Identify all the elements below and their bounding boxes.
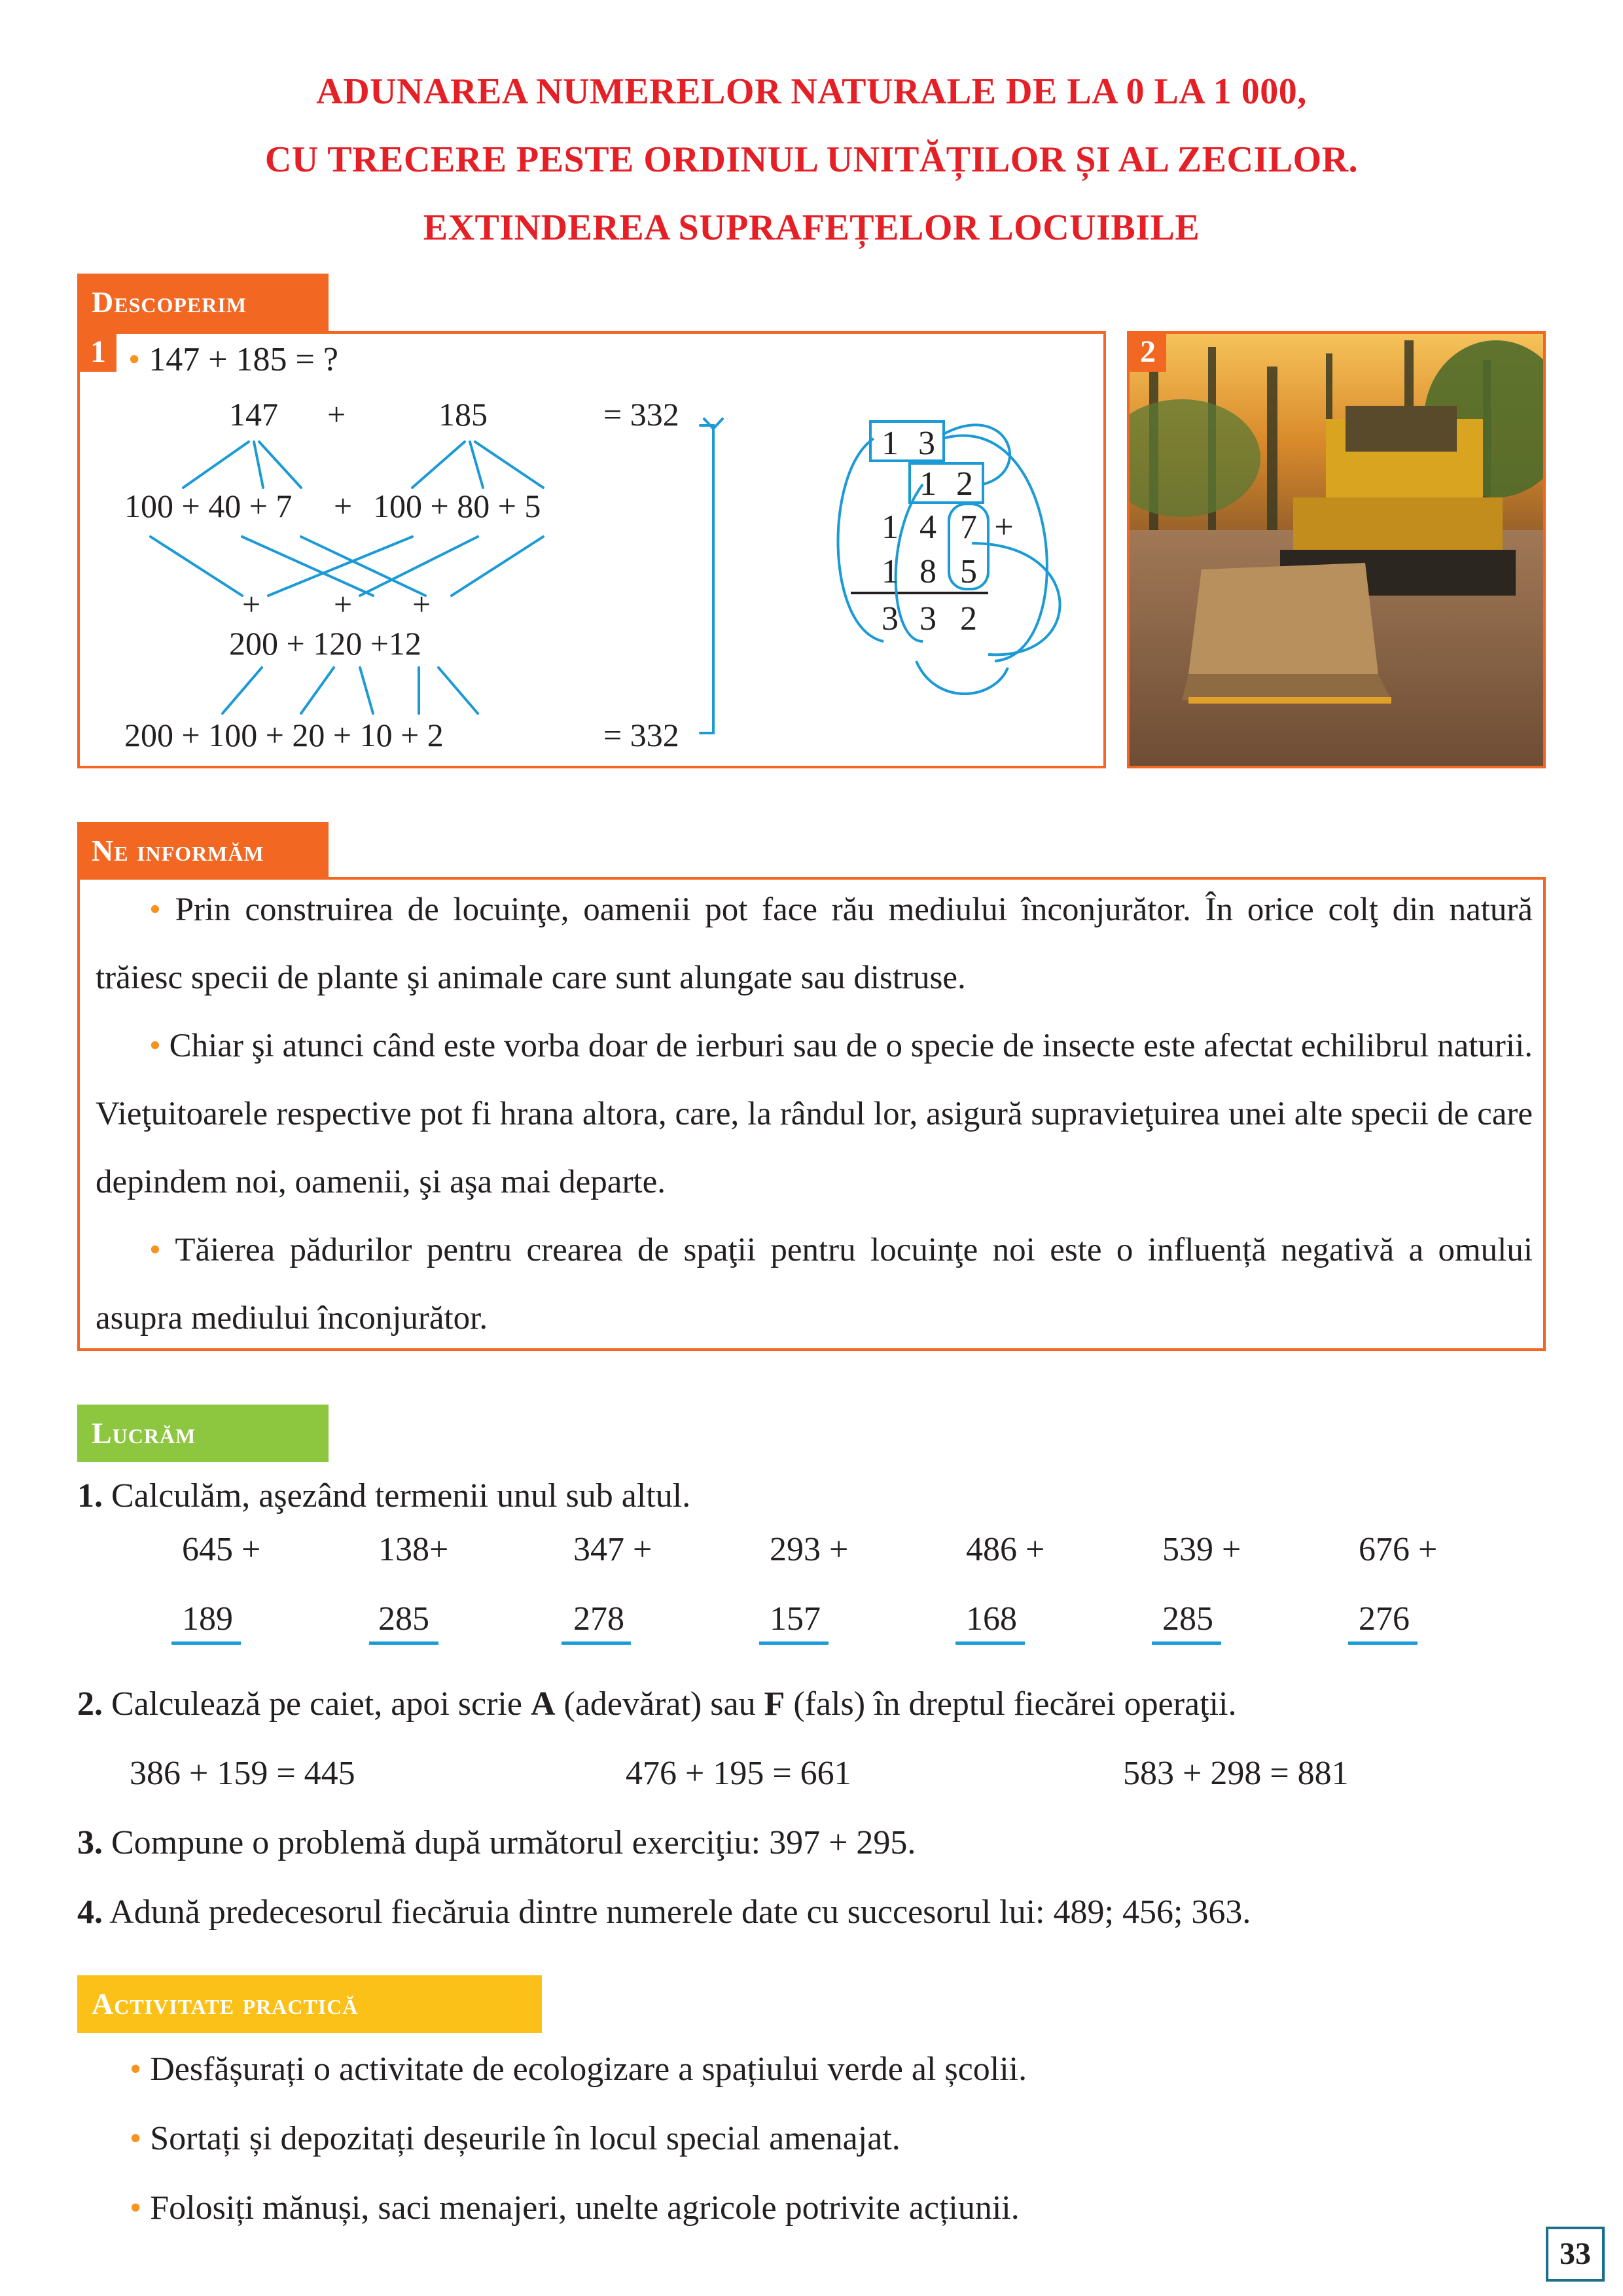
exercise-3-text: Compune o problemă după următorul exerciţiu: 397 + 295.	[111, 1824, 916, 1861]
diag-plus-2: +	[334, 586, 353, 622]
exercise-2-text-c: (fals) în dreptul fiecărei operaţii.	[785, 1685, 1237, 1723]
arrow-100-cross	[151, 537, 242, 596]
column-addition-diagram	[812, 393, 1099, 700]
exercise-1-text: Calculăm, aşezând termenii unul sub altul.	[111, 1477, 691, 1515]
exercise-2	[77, 1685, 1236, 1723]
diag-middle: 200 + 120 +12	[229, 625, 421, 662]
exercise-2-text-b: (adevărat) sau	[555, 1685, 764, 1723]
pair-7-bottom: 276	[1359, 1600, 1410, 1638]
exercise-2-op-1: 386 + 159 = 445	[130, 1755, 355, 1792]
exercise-2-label-a: A	[530, 1685, 556, 1723]
exercise-1	[77, 1477, 690, 1515]
arrow-5-cross	[452, 537, 543, 596]
exercise-2-text-a: Calculează pe caiet, apoi scrie	[111, 1685, 531, 1723]
term2-hundreds: 1	[882, 553, 899, 590]
arrow-147-to-40	[254, 442, 263, 488]
diag-bottom-result: = 332	[603, 717, 679, 753]
diag-plus-3: +	[412, 586, 431, 622]
term1-tens: 4	[919, 509, 936, 546]
loop-middle	[896, 484, 923, 641]
exercise-1-number: 1.	[77, 1477, 103, 1515]
carry-digit-1a: 1	[882, 425, 899, 462]
pair-3-top: 347 +	[573, 1531, 652, 1568]
bullet-icon: •	[149, 1028, 161, 1064]
diag-expand-left: 100 + 40 + 7	[124, 488, 293, 524]
activity-item-2-text: Sortați și depozitați deșeurile în locul special amenajat.	[150, 2120, 901, 2157]
activitate-practica-tab: Activitate practică	[77, 1975, 542, 2033]
pair-6-top: 539 +	[1162, 1531, 1241, 1568]
activity-item-1-text: Desfășurați o activitate de ecologizare a spațiului verde al școlii.	[150, 2051, 1027, 2088]
pair-6-answer-line[interactable]	[1152, 1641, 1221, 1645]
activity-item-2	[130, 2119, 901, 2158]
exercise-2-label-f: F	[764, 1685, 785, 1723]
pair-4-top: 293 +	[770, 1531, 849, 1568]
arrow-147-to-100	[183, 442, 249, 488]
page-title-line-2: CU TRECERE PESTE ORDINUL UNITĂȚILOR ȘI AL ZECILOR.	[264, 139, 1359, 180]
diag-expand-right: 100 + 80 + 5	[373, 488, 541, 524]
bullet-icon: •	[130, 2120, 142, 2157]
exercise-2-op-3: 583 + 298 = 881	[1123, 1755, 1349, 1792]
exercise-3-number: 3.	[77, 1824, 103, 1861]
exercise-4	[77, 1893, 1251, 1931]
diag-plus-1: +	[242, 586, 261, 622]
exercise-3	[77, 1823, 916, 1862]
pair-2-answer-line[interactable]	[369, 1641, 438, 1645]
plus-sign: +	[994, 509, 1014, 546]
question-text: 147 + 185 = ?	[149, 341, 338, 378]
activity-item-3-text: Folosiți mănuși, saci menajeri, unelte agricole potrivite acțiunii.	[150, 2189, 1020, 2227]
bullet-icon: •	[149, 1232, 161, 1268]
arrow-185-to-5	[475, 442, 543, 488]
term2-tens: 8	[919, 553, 936, 590]
pair-1-answer-line[interactable]	[171, 1641, 241, 1645]
bulldozer-photo-frame	[1127, 331, 1546, 768]
arrow-120-left	[301, 668, 334, 713]
diag-top-a: 147	[229, 396, 278, 433]
example-badge-2: 2	[1130, 332, 1166, 372]
pair-3-bottom: 278	[573, 1600, 624, 1638]
sum-tens: 3	[919, 600, 936, 637]
term1-hundreds: 1	[882, 509, 899, 546]
arrow-185-to-100	[412, 442, 465, 488]
pair-4-bottom: 157	[770, 1600, 821, 1638]
arrow-147-to-7	[259, 442, 301, 488]
loop-left	[838, 439, 883, 641]
arrow-40-cross	[242, 537, 373, 596]
diag-top-b: 185	[438, 396, 488, 433]
pair-1-top: 645 +	[182, 1531, 261, 1568]
loop-bottom	[916, 661, 1008, 694]
activity-item-3	[130, 2189, 1020, 2227]
arrow-200-down	[223, 668, 262, 713]
result-bracket	[700, 425, 713, 733]
descoperim-tab: Descoperim	[77, 274, 329, 331]
pair-2-bottom: 285	[378, 1600, 429, 1638]
pair-5-bottom: 168	[966, 1600, 1017, 1638]
diag-bottom: 200 + 100 + 20 + 10 + 2	[124, 717, 444, 753]
page-title-line-3: EXTINDEREA SUPRAFEȚELOR LOCUIBILE	[423, 207, 1200, 248]
info-paragraph-1-text: Prin construirea de locuinţe, oamenii pot face rău mediului înconjurător. În orice colţ din natură trăiesc specii de plante şi animale care sunt alungate sau distruse.	[96, 891, 1533, 996]
pair-2-top: 138+	[378, 1531, 449, 1568]
exercise-4-number: 4.	[77, 1893, 103, 1931]
info-paragraph-3	[96, 1216, 1533, 1352]
lucram-tab: Lucrăm	[77, 1405, 329, 1462]
example-badge-1: 1	[80, 332, 116, 372]
ne-informam-tab: Ne informăm	[77, 822, 329, 880]
arrow-7-cross	[301, 537, 425, 596]
pair-1-bottom: 189	[182, 1600, 233, 1638]
info-paragraph-2	[96, 1012, 1533, 1216]
sum-units: 2	[960, 600, 977, 637]
diag-expand-plus: +	[334, 488, 353, 524]
sum-hundreds: 3	[882, 600, 899, 637]
result-arrowhead	[704, 419, 722, 429]
bullet-icon: •	[149, 891, 161, 928]
page-title-line-1: ADUNAREA NUMERELOR NATURALE DE LA 0 LA 1 000,	[316, 71, 1307, 112]
diag-top-result: = 332	[603, 396, 679, 433]
exercise-2-number: 2.	[77, 1685, 103, 1723]
carry-digit-2b: 2	[956, 465, 973, 503]
pair-3-answer-line[interactable]	[562, 1641, 631, 1645]
pair-4-answer-line[interactable]	[759, 1641, 829, 1645]
carry-digit-1b: 3	[918, 425, 935, 462]
carry-digit-2a: 1	[919, 465, 936, 503]
pair-5-answer-line[interactable]	[955, 1641, 1025, 1645]
bulldozer-photo	[1130, 334, 1543, 766]
arrow-12-right	[438, 668, 478, 713]
info-paragraph-1	[96, 876, 1533, 1012]
pair-7-answer-line[interactable]	[1348, 1641, 1418, 1645]
info-paragraph-3-text: Tăierea pădurilor pentru crearea de spaţii pentru locuinţe noi este o influență negativă a omului asupra mediului înconjurător.	[96, 1232, 1533, 1336]
bullet-icon: •	[130, 2189, 142, 2227]
bullet-icon: •	[130, 2051, 142, 2088]
arrow-185-to-80	[470, 442, 483, 488]
term1-units: 7	[960, 509, 977, 546]
pair-6-bottom: 285	[1162, 1600, 1213, 1638]
pair-5-top: 486 +	[966, 1531, 1045, 1568]
page-number: 33	[1546, 2227, 1605, 2282]
term2-units: 5	[960, 553, 977, 590]
activity-item-1	[130, 2050, 1027, 2089]
arrow-120-right	[360, 668, 373, 713]
pair-7-top: 676 +	[1359, 1531, 1438, 1568]
bullet-icon: •	[128, 341, 141, 378]
diag-top-plus: +	[327, 396, 346, 433]
exercise-4-text: Adună predecesorul fiecăruia dintre numerele date cu succesorul lui: 489; 456; 363.	[109, 1893, 1251, 1931]
exercise-2-op-2: 476 + 195 = 661	[626, 1755, 851, 1792]
info-paragraph-2-text: Chiar şi atunci când este vorba doar de ierburi sau de o specie de insecte este afectat echilibrul naturii. Vieţuitoarele respective pot fi hrana altora, care, la rândul lor, asigură supravieţuirea unei alte specii de care depindem noi, oamenii, şi aşa mai departe.	[96, 1028, 1533, 1200]
decomposition-diagram	[111, 380, 726, 759]
loop-top-carry	[942, 425, 1010, 484]
question-line	[128, 340, 338, 379]
